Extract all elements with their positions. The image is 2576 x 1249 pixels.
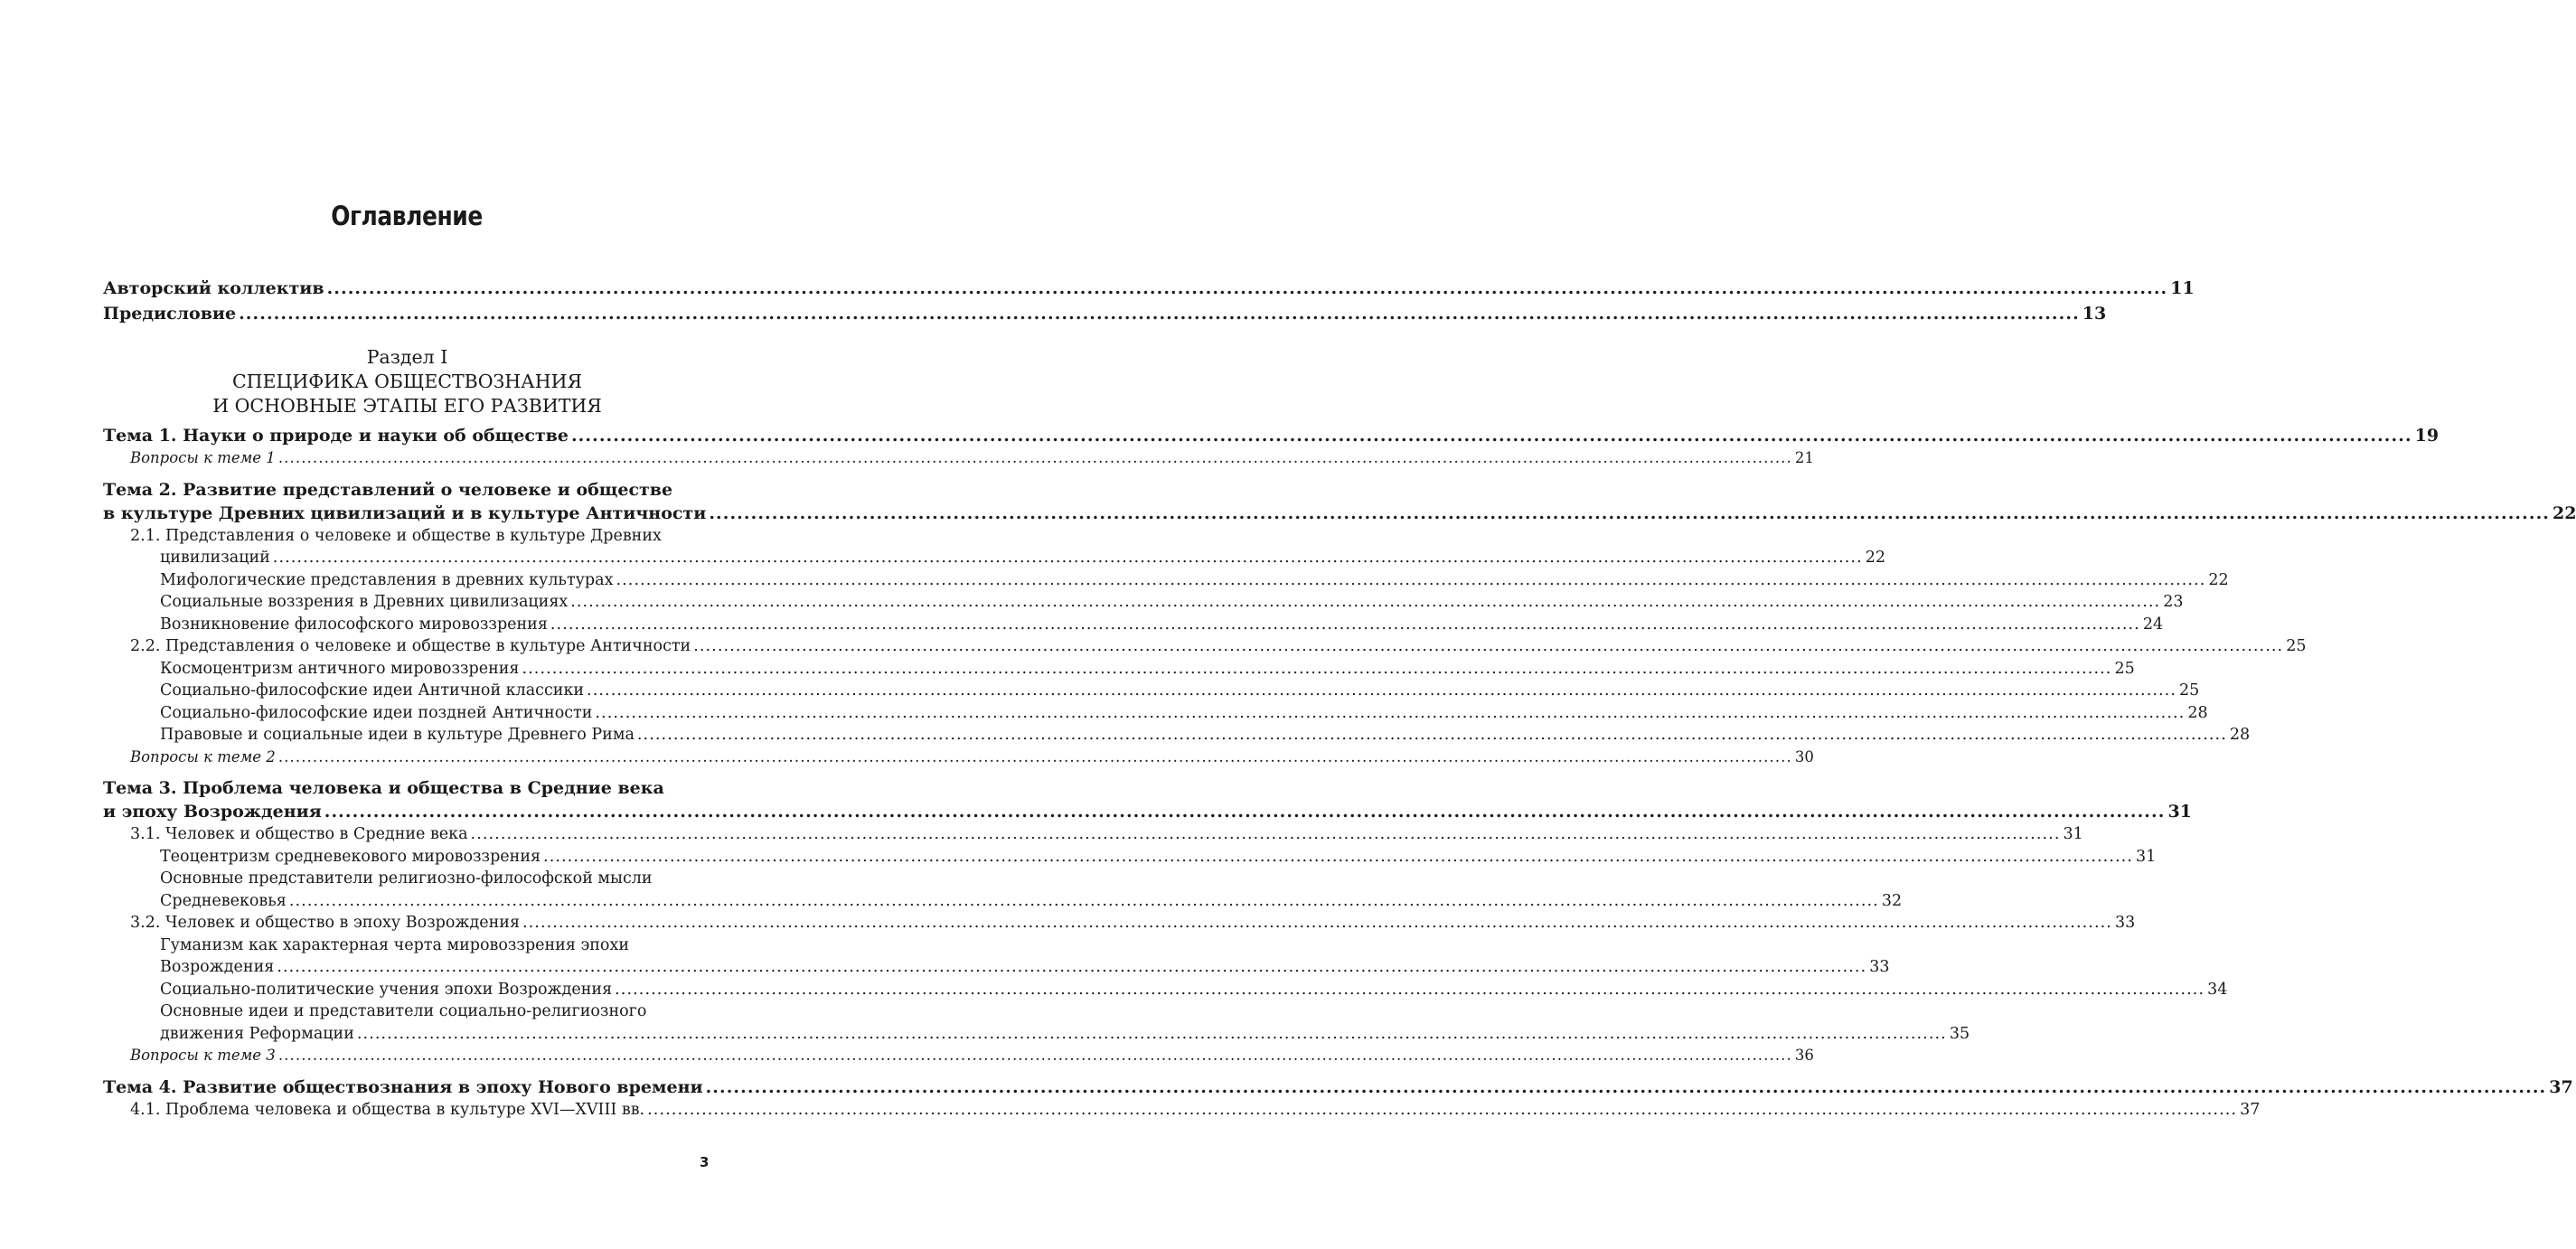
section-number: Раздел I <box>366 346 448 368</box>
toc-subsection-3-1[interactable] <box>103 823 2083 846</box>
toc-page-number: 31 <box>2063 825 2083 843</box>
toc-topic-3[interactable] <box>103 800 2192 823</box>
toc-entry-text: и эпоху Возрождения <box>103 802 322 822</box>
toc-page-number: 21 <box>1794 449 1814 466</box>
section-title-line-1: СПЕЦИФИКА ОБЩЕСТВОЗНАНИЯ <box>231 371 583 392</box>
toc-page-number: 37 <box>2240 1100 2261 1119</box>
table-of-contents <box>103 277 2576 1121</box>
toc-page-number: 30 <box>1794 747 1814 765</box>
dot-leader <box>587 680 2176 702</box>
dot-leader <box>706 1075 2547 1099</box>
toc-topic-3-line-1[interactable]: Тема 3. Проблема человека и общества в Средние века <box>103 778 664 798</box>
toc-item[interactable] <box>103 846 2157 869</box>
toc-subsection-2-1[interactable] <box>103 547 1886 569</box>
dot-leader <box>709 502 2550 525</box>
dot-leader <box>278 747 1792 769</box>
toc-item[interactable] <box>103 680 2200 702</box>
toc-topic-1[interactable] <box>103 424 2440 447</box>
toc-item[interactable] <box>103 890 1903 913</box>
dot-leader <box>522 658 2111 681</box>
toc-entry-text: 2.2. Представления о человеке и обществе в культуре Античности <box>130 637 691 655</box>
toc-entry-text: 4.1. Проблема человека и общества в культуре XVI—XVIII вв. <box>130 1100 645 1119</box>
toc-subsection-2-1-line-1[interactable]: 2.1. Представления о человеке и обществе в культуре Древних <box>130 526 662 545</box>
toc-entry-text: в культуре Древних цивилизаций и в культуре Античности <box>103 502 707 523</box>
dot-leader <box>637 724 2227 747</box>
toc-questions-1[interactable] <box>103 447 1814 470</box>
dot-leader <box>595 702 2185 725</box>
toc-page-number: 32 <box>1881 891 1903 910</box>
dot-leader <box>522 912 2112 934</box>
toc-item-line-1[interactable]: Основные идеи и представители социально-религиозного <box>160 1002 647 1020</box>
toc-page-number: 25 <box>2114 659 2135 678</box>
toc-entry-text: Возникновение философского мировоззрения <box>160 615 548 634</box>
toc-topic-2[interactable] <box>103 502 2576 525</box>
dot-leader <box>278 1045 1792 1067</box>
dot-leader <box>278 447 1792 470</box>
toc-page-number: 22 <box>2552 502 2576 523</box>
toc-page-number: 34 <box>2207 980 2228 999</box>
toc-page-number: 31 <box>2167 802 2192 822</box>
toc-item[interactable] <box>103 702 2208 725</box>
toc-page-number: 24 <box>2142 615 2164 634</box>
dot-leader <box>239 302 2080 325</box>
page-title: Оглавление <box>331 201 483 231</box>
toc-item[interactable] <box>103 614 2164 636</box>
toc-page-number: 28 <box>2229 726 2251 744</box>
toc-item-line-1[interactable]: Основные представители религиозно-философской мысли <box>160 869 653 887</box>
toc-entry-text: Теоцентризм средневекового мировоззрения <box>160 847 541 866</box>
section-title-line-2: И ОСНОВНЫЕ ЭТАПЫ ЕГО РАЗВИТИЯ <box>212 395 602 417</box>
toc-entry-text: Средневековья <box>160 891 287 910</box>
toc-item[interactable] <box>103 569 2229 592</box>
toc-page-number: 25 <box>2179 681 2200 700</box>
toc-topic-2-line-1[interactable]: Тема 2. Развитие представлений о человеке и обществе <box>103 479 673 500</box>
page-number: 3 <box>700 1154 710 1170</box>
toc-entry-text: Социально-философские идеи Античной классики <box>160 681 585 700</box>
toc-entry-text: Авторский коллектив <box>103 278 324 298</box>
toc-page-number: 28 <box>2187 703 2208 722</box>
dot-leader <box>647 1099 2237 1122</box>
toc-entry-text: движения Реформации <box>160 1024 354 1043</box>
toc-entry-text: Мифологические представления в древних культурах <box>160 570 614 589</box>
toc-questions-3[interactable] <box>103 1045 1814 1067</box>
toc-item[interactable] <box>103 658 2135 681</box>
toc-entry-text: Возрождения <box>160 958 275 976</box>
dot-leader <box>327 277 2168 300</box>
toc-entry-text: Тема 4. Развитие обществознания в эпоху Нового времени <box>103 1076 703 1097</box>
toc-subsection-4-1[interactable] <box>103 1099 2261 1122</box>
toc-item[interactable] <box>103 724 2251 747</box>
dot-leader <box>357 1023 1947 1046</box>
toc-entry-text: Вопросы к теме 1 <box>130 449 276 466</box>
toc-page-number: 33 <box>1869 958 1890 976</box>
section-heading <box>103 345 711 418</box>
toc-entry-text: Социально-политические учения эпохи Возрождения <box>160 980 613 999</box>
toc-entry-text: Социально-философские идеи поздней Античности <box>160 703 593 722</box>
toc-subsection-2-2[interactable] <box>103 635 2307 658</box>
dot-leader <box>273 547 1863 569</box>
toc-entry-preface[interactable] <box>103 302 2107 325</box>
dot-leader <box>324 800 2166 823</box>
dot-leader <box>277 956 1866 979</box>
toc-page-number: 11 <box>2170 278 2195 298</box>
dot-leader <box>571 424 2412 447</box>
toc-entry-text: цивилизаций <box>160 549 270 567</box>
dot-leader <box>289 890 1879 913</box>
toc-entry-text: Вопросы к теме 2 <box>130 747 276 765</box>
dot-leader <box>471 823 2061 846</box>
dot-leader <box>693 635 2283 658</box>
toc-page-number: 22 <box>1865 549 1886 567</box>
toc-entry-text: Космоцентризм античного мировоззрения <box>160 659 520 678</box>
toc-item[interactable] <box>103 591 2184 614</box>
dot-leader <box>615 979 2205 1001</box>
toc-page-number: 23 <box>2163 593 2184 611</box>
dot-leader <box>570 591 2160 614</box>
toc-page-number: 37 <box>2549 1076 2573 1097</box>
toc-item[interactable] <box>103 1023 1970 1046</box>
toc-page-number: 13 <box>2082 304 2107 324</box>
toc-page-number: 19 <box>2414 426 2440 446</box>
toc-page-number: 33 <box>2114 914 2136 932</box>
toc-topic-4[interactable] <box>103 1075 2573 1099</box>
toc-entry-text: Предисловие <box>103 304 237 324</box>
toc-page-number: 36 <box>1794 1047 1814 1064</box>
toc-page-number: 31 <box>2136 847 2157 866</box>
dot-leader <box>616 569 2205 592</box>
toc-subsection-3-2[interactable] <box>103 912 2136 934</box>
toc-entry-text: Тема 1. Науки о природе и науки об обществе <box>103 426 569 446</box>
toc-entry-text: Социальные воззрения в Древних цивилизациях <box>160 593 569 611</box>
toc-page-number: 22 <box>2208 570 2229 589</box>
toc-item[interactable] <box>103 979 2228 1001</box>
toc-item[interactable] <box>103 956 1890 979</box>
toc-item-line-1[interactable]: Гуманизм как характерная черта мировоззрения эпохи <box>160 935 629 954</box>
toc-entry-text: Вопросы к теме 3 <box>130 1047 276 1064</box>
toc-entry-authors[interactable] <box>103 277 2195 300</box>
toc-entry-text: 3.1. Человек и общество в Средние века <box>130 825 468 843</box>
dot-leader <box>550 614 2140 636</box>
toc-entry-text: Правовые и социальные идеи в культуре Древнего Рима <box>160 726 635 744</box>
dot-leader <box>543 846 2133 869</box>
toc-entry-text: 3.2. Человек и общество в эпоху Возрождения <box>130 914 520 932</box>
toc-page-number: 25 <box>2286 637 2307 655</box>
toc-questions-2[interactable] <box>103 747 1814 769</box>
toc-page-number: 35 <box>1949 1024 1970 1043</box>
